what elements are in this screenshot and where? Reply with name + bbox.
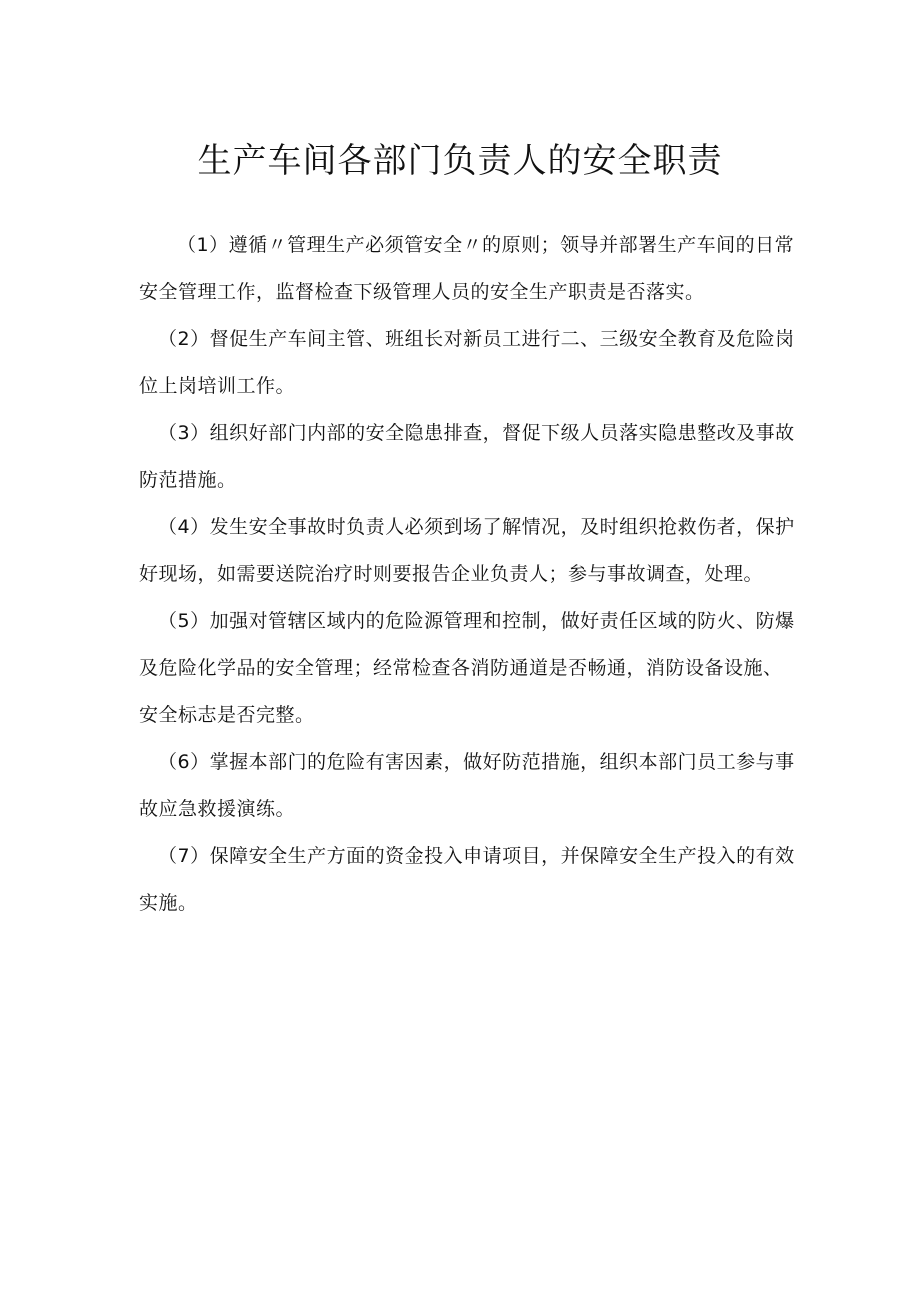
paragraph-4 bbox=[139, 504, 799, 598]
paragraph-text: 组织好部门内部的安全隐患排查，督促下级人员落实隐患整改及事故防范措施。 bbox=[139, 422, 795, 491]
document-title: 生产车间各部门负责人的安全职责 bbox=[197, 141, 723, 181]
document-body bbox=[139, 222, 799, 927]
paragraph-text: 保障安全生产方面的资金投入申请项目，并保障安全生产投入的有效实施。 bbox=[139, 845, 795, 914]
paragraph-7 bbox=[139, 833, 799, 927]
paragraph-text: 发生安全事故时负责人必须到场了解情况，及时组织抢救伤者，保护好现场，如需要送院治疗时则要报告企业负责人；参与事故调查，处理。 bbox=[139, 516, 795, 585]
paragraph-1 bbox=[139, 222, 799, 316]
paragraph-number: （4） bbox=[158, 516, 210, 538]
paragraph-text: 加强对管辖区域内的危险源管理和控制，做好责任区域的防火、防爆及危险化学品的安全管理；经常检查各消防通道是否畅通，消防设备设施、安全标志是否完整。 bbox=[139, 610, 795, 726]
paragraph-5 bbox=[139, 598, 799, 739]
paragraph-text: 掌握本部门的危险有害因素，做好防范措施，组织本部门员工参与事故应急救援演练。 bbox=[139, 751, 795, 820]
paragraph-number: （1） bbox=[177, 234, 229, 256]
paragraph-number: （3） bbox=[158, 422, 210, 444]
paragraph-text: 督促生产车间主管、班组长对新员工进行二、三级安全教育及危险岗位上岗培训工作。 bbox=[139, 328, 795, 397]
paragraph-2 bbox=[139, 316, 799, 410]
paragraph-number: （2） bbox=[158, 328, 210, 350]
paragraph-number: （6） bbox=[158, 751, 210, 773]
paragraph-number: （7） bbox=[158, 845, 210, 867]
paragraph-number: （5） bbox=[158, 610, 210, 632]
paragraph-6 bbox=[139, 739, 799, 833]
paragraph-3 bbox=[139, 410, 799, 504]
paragraph-text: 遵循〃管理生产必须管安全〃的原则；领导并部署生产车间的日常安全管理工作，监督检查下级管理人员的安全生产职责是否落实。 bbox=[139, 234, 795, 303]
